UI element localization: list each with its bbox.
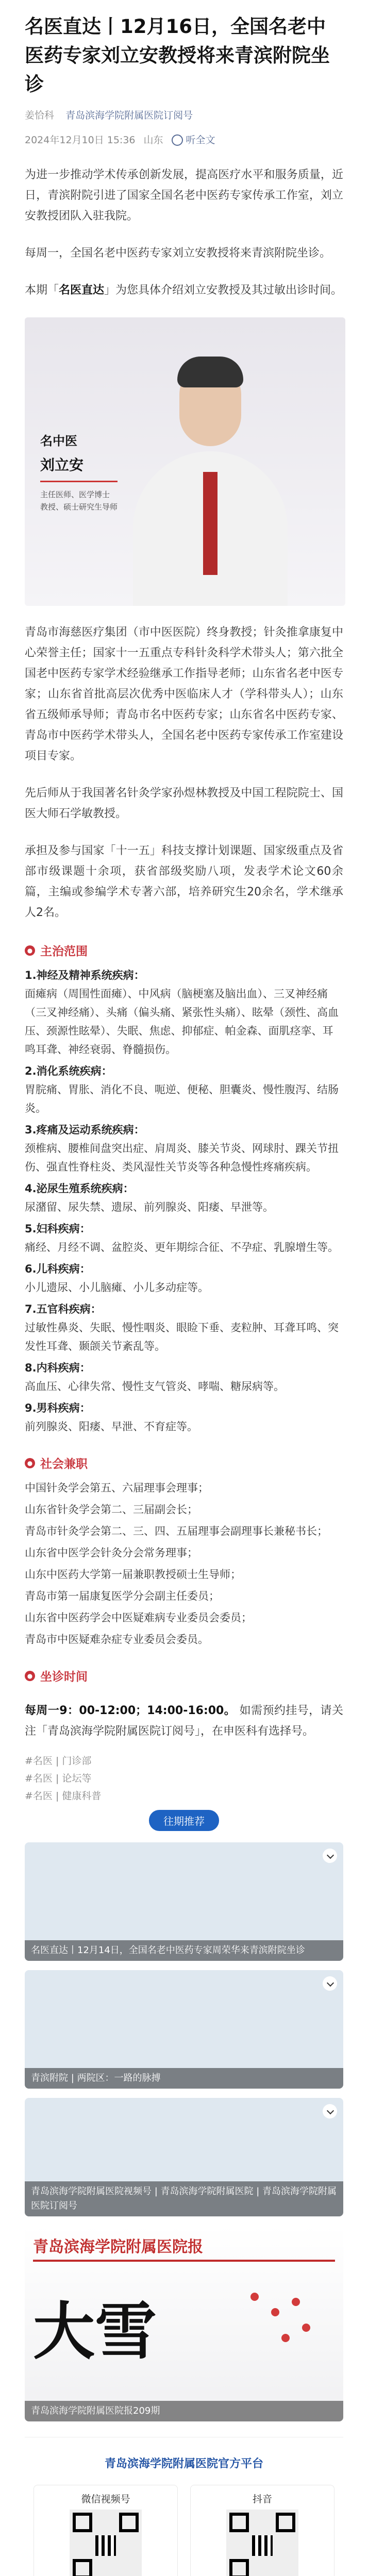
section-dot-icon: ●	[25, 1671, 35, 1681]
blossom-dot	[250, 2293, 259, 2301]
scope-item-head: 8.内科疾病：	[25, 1362, 91, 1374]
blossom-dot	[292, 2298, 300, 2306]
footer-title: 青岛滨海学院附属医院官方平台	[104, 2458, 263, 2470]
qr-label: 微信视频号	[81, 2494, 130, 2505]
scope-item-text: 面瘫病（周围性面瘫）、中风病（脑梗塞及脑出血）、三叉神经痛（三叉神经痛）、头痛（偏头痛、紧张性头痛）、眩晕（颈性、高血压、颈源性眩晕）、失眠、焦虑、抑郁症、帕金森、面肌痉挛、耳鸣耳聋、神经衰弱、脊髓损伤。	[25, 988, 339, 1056]
datetime: 2024年12月10日 15:36	[25, 134, 136, 146]
recommend-card[interactable]	[25, 1970, 343, 2089]
scope-item-text: 高血压、心律失常、慢性支气管炎、哮喘、糖尿病等。	[25, 1380, 285, 1393]
schedule-text: 如需预约挂号，请关注「青岛滨海学院附属医院订阅号」，在申医科有选择号。	[25, 1704, 343, 1738]
qr-cell-video	[34, 2485, 178, 2576]
role-item: 青岛市针灸学会第二、三、四、五届理事会副理事长兼秘书长；	[25, 1525, 328, 1537]
scope-item	[25, 1359, 343, 1396]
portrait-caption	[40, 431, 128, 513]
doctor-portrait	[25, 317, 345, 606]
scope-item-text: 颈椎病、腰椎间盘突出症、肩周炎、膝关节炎、网球肘、踝关节扭伤、强直性脊柱炎、类风湿性关节炎等各种急慢性疼痛疾病。	[25, 1142, 339, 1173]
schedule-times: 每周一9：00-12:00；14:00-16:00。	[25, 1704, 236, 1717]
scope-item-head: 5.妇科疾病：	[25, 1223, 91, 1235]
qr-label: 抖音	[252, 2494, 272, 2505]
scope-item-head: 7.五官科疾病：	[25, 1303, 102, 1315]
scope-item	[25, 1260, 343, 1297]
qr-data	[95, 2535, 116, 2556]
newspaper-bar	[33, 2260, 335, 2262]
section-dot-icon: ●	[25, 1458, 35, 1468]
headphones-icon	[172, 134, 183, 146]
article-title: 名医直达丨12月16日，全国名老中医药专家刘立安教授将来青滨附院坐诊	[25, 15, 330, 95]
blossom-dot	[271, 2308, 279, 2316]
paragraph-research: 承担及参与国家「十一五」科技支撑计划课题、国家级重点及省部市级课题十余项，获省部级奖励八项，发表学术论文60余篇，主编或参编学术专著六部，培养研究生20余名，学术继承人2名。	[25, 844, 343, 919]
blossom-dot	[302, 2324, 310, 2332]
qr-data	[252, 2535, 273, 2556]
portrait-name: 刘立安	[40, 456, 84, 473]
newspaper-cover[interactable]	[25, 2226, 343, 2421]
section-scope	[25, 942, 343, 959]
paragraph-teacher: 先后师从于我国著名针灸学家孙煜林教授及中国工程院院士、国医大师石学敏教授。	[25, 787, 343, 820]
para3-bold: 名医直达	[59, 284, 105, 297]
qr-code	[226, 2510, 298, 2576]
qr-finder	[73, 2559, 92, 2576]
location: 山东	[143, 134, 163, 146]
section-schedule-title: 坐诊时间	[40, 1670, 88, 1684]
para3-prefix: 本期「	[25, 284, 59, 297]
recommend-card[interactable]	[25, 1842, 343, 1961]
scope-list	[25, 966, 343, 1436]
section-roles-title: 社会兼职	[40, 1458, 88, 1471]
schedule-paragraph	[25, 1701, 343, 1742]
paragraph-intro-2: 每周一，全国名老中医药专家刘立安教授将来青滨附院坐诊。	[25, 247, 331, 260]
blossom-dot	[281, 2334, 290, 2342]
scope-item-head: 1.神经及精神系统疾病：	[25, 969, 145, 981]
paragraph-intro-3	[25, 280, 343, 301]
author: 姜恰科	[25, 110, 55, 121]
card-caption: 名医直达丨12月14日，全国名老中医药专家周荣华来青滨附院坐诊	[25, 1940, 343, 1961]
recommend-card[interactable]	[25, 2098, 343, 2216]
portrait-line-1: 主任医师、医学博士	[40, 490, 110, 499]
portrait-line-2: 教授、硕士研究生导师	[40, 502, 118, 512]
scope-item-head: 3.疼痛及运动系统疾病：	[25, 1124, 145, 1136]
scope-item-text: 前列腺炎、阳痿、早泄、不育症等。	[25, 1420, 198, 1433]
card-caption: 青滨附院 | 两院区：一路的脉搏	[25, 2068, 343, 2089]
blossom-art	[240, 2287, 323, 2360]
scope-item-text: 小儿遗尿、小儿脑瘫、小儿多动症等。	[25, 1281, 209, 1294]
scope-item	[25, 1300, 343, 1355]
role-item: 青岛市第一届康复医学分会副主任委员；	[25, 1590, 220, 1602]
section-schedule	[25, 1667, 343, 1684]
scope-item-text: 痛经、月经不调、盆腔炎、更年期综合征、不孕症、乳腺增生等。	[25, 1241, 339, 1253]
card-arrow-icon	[323, 2104, 337, 2119]
scope-item-head: 6.儿科疾病：	[25, 1263, 91, 1275]
recommend-pill: 往期推荐	[149, 1810, 219, 1831]
portrait-tie	[203, 472, 218, 575]
qr-finder	[229, 2559, 249, 2576]
listen-button[interactable]	[172, 132, 215, 148]
scope-item	[25, 1062, 343, 1117]
scope-item-head: 4.泌尿生殖系统疾病：	[25, 1182, 134, 1195]
tag-2[interactable]: #名医 | 论坛等	[25, 1773, 92, 1784]
role-item: 山东中医药大学第一届兼职教授硕士生导师；	[25, 1568, 241, 1581]
tags	[25, 1752, 343, 1805]
qr-code	[70, 2510, 142, 2576]
tag-1[interactable]: #名医 | 门诊部	[25, 1755, 92, 1767]
recommend-header	[25, 1810, 343, 1831]
scope-item-text: 过敏性鼻炎、失眠、慢性咽炎、眼睑下垂、麦粒肿、耳聋耳鸣、突发性耳聋、颞颌关节紊乱等。	[25, 1321, 339, 1352]
roles-list	[25, 1479, 343, 1649]
account-link[interactable]: 青岛滨海学院附属医院订阅号	[65, 110, 193, 121]
scope-item	[25, 966, 343, 1059]
paragraph-intro: 为进一步推动学术传承创新发展，提高医疗水平和服务质量，近日，青滨附院引进了国家全国名老中医药专家传承工作室，刘立安教授团队入驻我院。	[25, 168, 343, 223]
role-item: 青岛市中医疑难杂症专业委员会委员。	[25, 1633, 209, 1646]
card-caption: 青岛滨海学院附属医院视频号 | 青岛滨海学院附属医院 | 青岛滨海学院附属医院订阅号	[25, 2181, 343, 2216]
newspaper-title: 青岛滨海学院附属医院报	[33, 2238, 203, 2256]
scope-item-text: 尿潴留、尿失禁、遗尿、前列腺炎、阳痿、早泄等。	[25, 1201, 274, 1213]
scope-item	[25, 1219, 343, 1257]
article-meta-row2	[25, 132, 343, 148]
newspaper-caption: 青岛滨海学院附属医院报209期	[25, 2401, 343, 2421]
portrait-divider	[40, 481, 118, 482]
scope-item-head: 9.男科疾病：	[25, 1402, 91, 1414]
qr-cell-douyin	[190, 2485, 334, 2576]
section-roles	[25, 1454, 343, 1471]
listen-label: 听全文	[186, 134, 215, 146]
portrait-hair	[177, 357, 243, 387]
para3-suffix: 」为您具体介绍刘立安教授及其过敏出诊时间。	[104, 284, 343, 297]
scope-item	[25, 1179, 343, 1216]
article-meta	[25, 107, 343, 124]
scope-item-text: 胃脘痛、胃胀、消化不良、呃逆、便秘、胆囊炎、慢性腹泻、结肠炎。	[25, 1083, 339, 1114]
paragraph-bio: 青岛市海慈医疗集团（市中医医院）终身教授；针灸推拿康复中心荣誉主任；国家十一五重点专科针灸科学术带头人；第六批全国老中医药专家学术经验继承工作指导老师；山东省名老中医专家；山东省首批高层次优秀中医临床人才（学科带头人）；山东省五级师承导师；青岛市名中医药专家；山东省名中医药专家、青岛市中医药学术带头人，全国名老中医药专家传承工作室建设项目专家。	[25, 626, 343, 762]
scope-item	[25, 1399, 343, 1436]
scope-item-head: 2.消化系统疾病：	[25, 1065, 112, 1077]
card-arrow-icon	[323, 1849, 337, 1863]
section-scope-title: 主治范围	[40, 945, 88, 958]
recommend-cards	[25, 1842, 343, 2421]
qr-grid	[25, 2485, 343, 2576]
role-item: 山东省针灸学会第二、三届副会长；	[25, 1503, 198, 1516]
card-arrow-icon	[323, 1976, 337, 1991]
newspaper-inner	[25, 2226, 343, 2379]
role-item: 中国针灸学会第五、六届理事会理事；	[25, 1482, 209, 1494]
role-item: 山东省中医药学会中医疑难病专业委员会委员；	[25, 1612, 252, 1624]
tag-3[interactable]: #名医 | 健康科普	[25, 1790, 102, 1802]
newspaper-big: 大雪	[33, 2296, 157, 2368]
portrait-role: 名中医	[40, 434, 77, 448]
role-item: 山东省中医学会针灸分会常务理事；	[25, 1547, 198, 1559]
section-dot-icon: ●	[25, 945, 35, 956]
scope-item	[25, 1121, 343, 1176]
